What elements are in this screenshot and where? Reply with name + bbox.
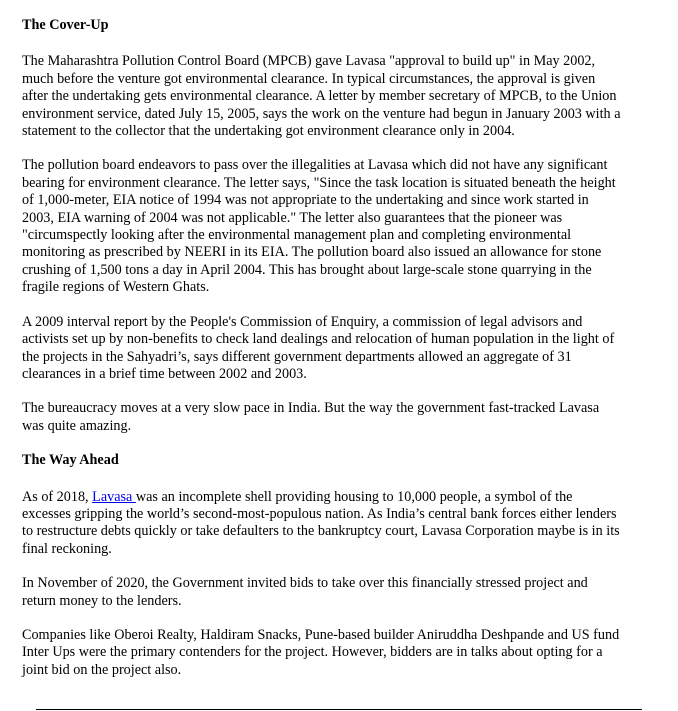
article-body [22,17,622,696]
bottom-divider [36,709,642,710]
paragraph-mpcb-approval: The Maharashtra Pollution Control Board (MPCB) gave Lavasa "approval to build up" in May 2002, much before the venture got environmental clearance. In typical circumstances, the approval is given after the undertaking gets environmental clearance. A letter by member secretary of MPCB, to the Union environment service, dated July 15, 2005, says the work on the venture had begun in January 2003 with a statement to the collector that the undertaking got environment clearance only in 2004. [22,53,621,140]
lavasa-link[interactable]: Lavasa [92,488,136,505]
paragraph-lavasa-2018 [22,489,622,559]
section-heading-cover-up: The Cover-Up [22,17,109,33]
paragraph-lavasa-2018-after: was an incomplete shell providing housing to 10,000 people, a symbol of the excesses gripping the world’s second-most-populous nation. As India’s central bank forces either lenders to restructure debts quickly or take defaulters to the bankruptcy court, Lavasa Corporation maybe is in its final reckoning. [22,488,620,557]
paragraph-pollution-board: The pollution board endeavors to pass over the illegalities at Lavasa which did not have any significant bearing for environment clearance. The letter says, "Since the task location is situated beneath the height of 1,000-meter, EIA notice of 1994 was not appropriate to the undertaking and since work started in 2003, EIA warning of 2004 was not applicable." The letter also guarantees that the pioneer was "circumspectly looking after the environmental management plan and completing environmental monitoring as prescribed by NEERI in its EIA. The pollution board also issued an allowance for stone crushing of 1,500 tons a day in April 2004. This has brought about large-scale stone quarrying in the fragile regions of Western Ghats. [22,157,616,296]
section-heading-way-ahead: The Way Ahead [22,452,119,469]
paragraph-bureaucracy: The bureaucracy moves at a very slow pace in India. But the way the government fast-tracked Lavasa was quite amazing. [22,400,600,434]
paragraph-lavasa-2018-before: As of 2018, [22,488,93,505]
paragraph-november-2020: In November of 2020, the Government invited bids to take over this financially stressed project and return money to the lenders. [22,575,588,609]
paragraph-contenders: Companies like Oberoi Realty, Haldiram Snacks, Pune-based builder Aniruddha Deshpande and US fund Inter Ups were the primary contenders for the project. However, bidders are in talks about opting for a joint bid on the project also. [22,626,620,678]
paragraph-commission-report: A 2009 interval report by the People's Commission of Enquiry, a commission of legal advisors and activists set up by non-benefits to check land dealings and relocation of human population in the light of the projects in the Sahyadri’s, says different government departments allowed an aggregate of 31 clearances in a brief time between 2002 and 2003. [22,313,615,382]
